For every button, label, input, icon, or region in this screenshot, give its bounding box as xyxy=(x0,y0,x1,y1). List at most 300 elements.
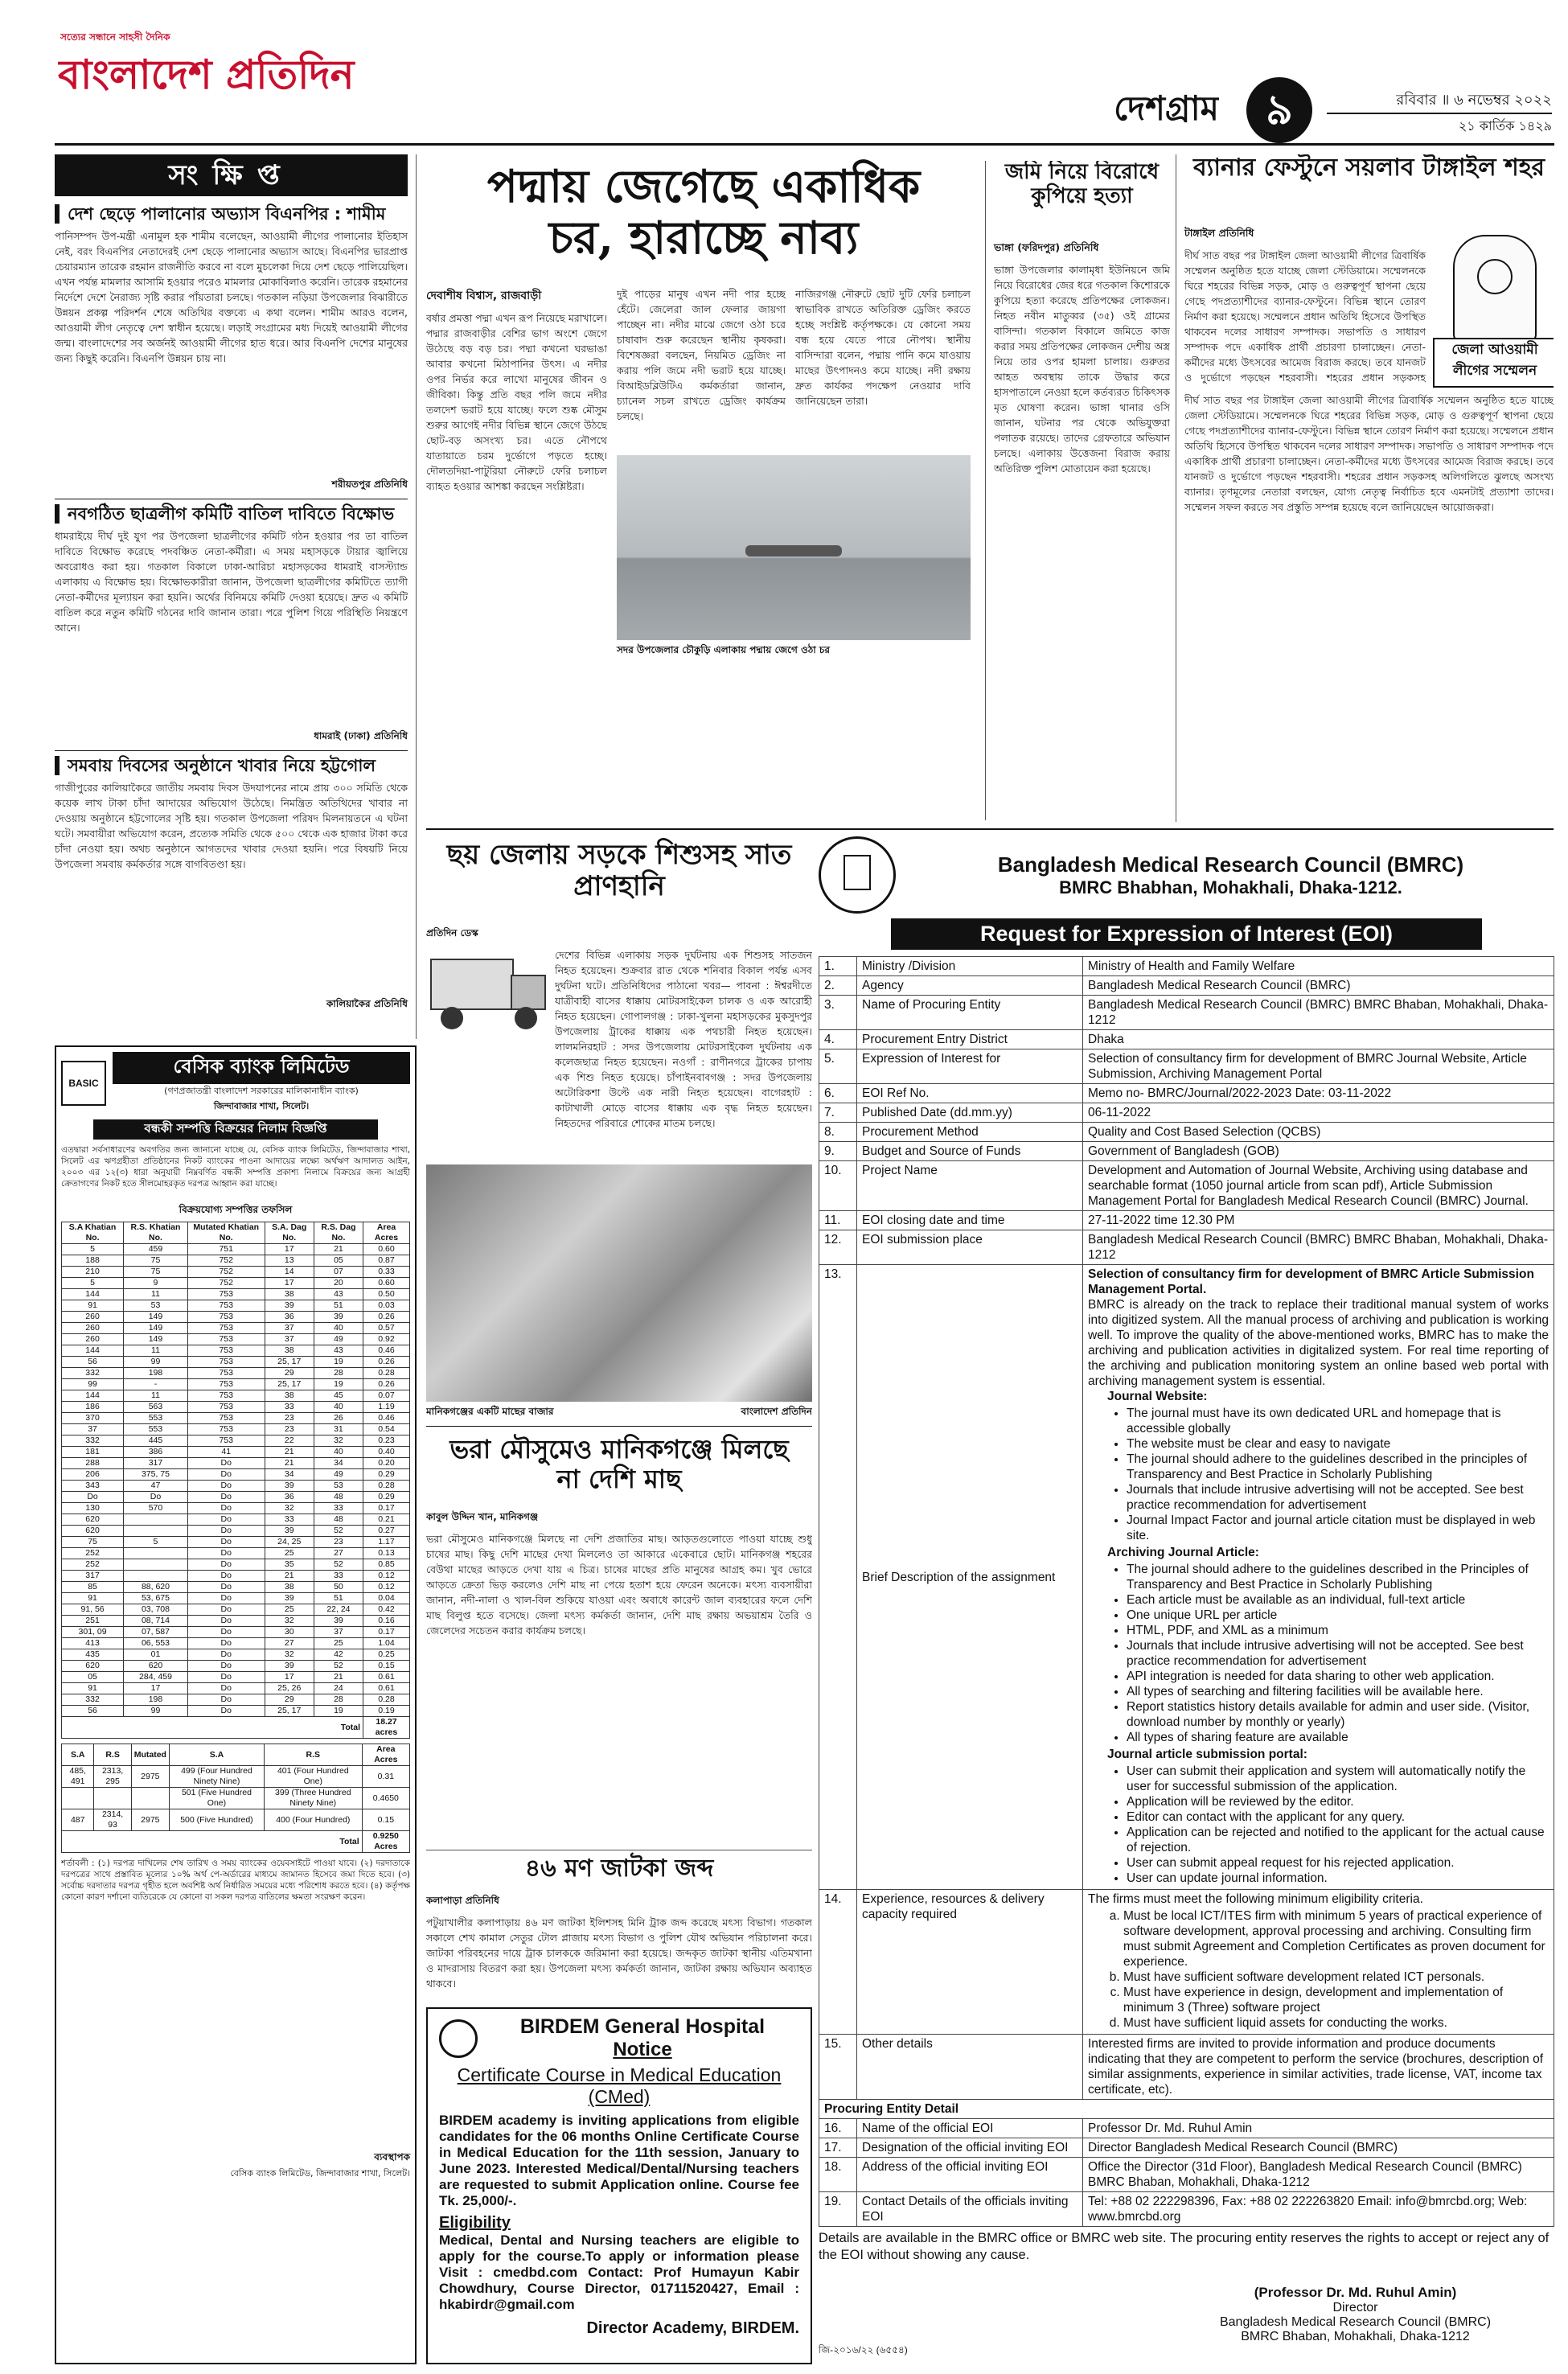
table-cell: 5 xyxy=(62,1278,124,1289)
lead-photo-caption: সদর উপজেলার চৌকুড়ি এলাকায় পদ্মায় জেগে ওঠা চর xyxy=(617,644,830,655)
list-item: • Report statistics history details available for admin and user side. (Visitor, download number by monthly or yearly) xyxy=(1127,1699,1549,1730)
birdem-title: BIRDEM General Hospital xyxy=(519,2015,766,2038)
eoi-row-value: Ministry of Health and Family Welfare xyxy=(1083,957,1554,976)
table-cell xyxy=(124,1514,188,1526)
table-cell: 38 xyxy=(265,1390,314,1402)
table-cell: 0.15 xyxy=(363,1661,410,1672)
table-cell: - xyxy=(124,1379,188,1390)
table-row xyxy=(62,1278,410,1289)
basic-bank-signature-branch: বেসিক ব্যাংক লিমিটেড, জিন্দাবাজার শাখা, সিলেট। xyxy=(230,2168,410,2179)
table-cell: Do xyxy=(187,1548,265,1559)
table-cell: 130 xyxy=(62,1503,124,1514)
table-cell: 0.46 xyxy=(363,1345,410,1357)
table-cell: 563 xyxy=(124,1402,188,1413)
brief-title: দেশ ছেড়ে পালানোর অভ্যাস বিএনপির : শামীম xyxy=(55,204,408,224)
table-cell: 33 xyxy=(265,1514,314,1526)
eoi-row xyxy=(819,1123,1554,1142)
table-cell: Do xyxy=(187,1706,265,1717)
table-cell: 07, 587 xyxy=(124,1627,188,1638)
eoi-row-value: Bangladesh Medical Research Council (BMRC) xyxy=(1083,976,1554,996)
table-cell: 198 xyxy=(124,1368,188,1379)
fish-byline: কাবুল উদ্দিন খান, মানিকগঞ্জ xyxy=(426,1511,539,1522)
basic-bank-signature: ব্যবস্থাপক xyxy=(374,2151,410,2162)
table-cell: 0.28 xyxy=(363,1368,410,1379)
masthead-tagline: সত্যের সন্ধানে সাহসী দৈনিক xyxy=(60,31,170,43)
table-cell: 332 xyxy=(62,1694,124,1706)
table-row xyxy=(62,1649,410,1661)
table-cell: 21 xyxy=(314,1244,363,1255)
table-cell: 0.4650 xyxy=(362,1788,409,1809)
table-cell xyxy=(124,1526,188,1537)
table-cell: 33 xyxy=(314,1571,363,1582)
eoi-row-number: 5. xyxy=(819,1049,857,1084)
table-cell: 413 xyxy=(62,1638,124,1649)
banner-headline[interactable]: ব্যানার ফেস্টুনে সয়লাব টাঙ্গাইল শহর xyxy=(1192,154,1545,182)
basic-bank-notice-title: বন্ধকী সম্পত্তি বিক্রয়ের নিলাম বিজ্ঞপ্তি xyxy=(93,1119,378,1140)
basic-bank-schedule-label: বিক্রয়যোগ্য সম্পত্তির তফসিল xyxy=(179,1204,293,1215)
table-cell: 91, 56 xyxy=(62,1604,124,1616)
table-cell: 198 xyxy=(124,1694,188,1706)
eoi-row-key: Project Name xyxy=(857,1161,1083,1211)
eoi-row-number: 2. xyxy=(819,976,857,996)
table-cell: 17 xyxy=(265,1244,314,1255)
eoi-row-key: Expression of Interest for xyxy=(857,1049,1083,1084)
eoi-row-number: 15. xyxy=(819,2035,857,2100)
fish-headline[interactable]: ভরা মৌসুমেও মানিকগঞ্জে মিলছে না দেশি মাছ xyxy=(449,1434,789,1494)
eoi-row-value: Bangladesh Medical Research Council (BMRC) BMRC Bhaban, Mohakhali, Dhaka-1212 xyxy=(1083,1230,1554,1265)
table-cell: Do xyxy=(187,1526,265,1537)
eoi-row-key: Designation of the official inviting EOI xyxy=(857,2138,1083,2158)
eoi-row xyxy=(819,1049,1554,1084)
table-cell: Do xyxy=(187,1627,265,1638)
fish-photo-caption: মানিকগঞ্জের একটি মাছের বাজার xyxy=(426,1406,554,1417)
table-cell: 06, 553 xyxy=(124,1638,188,1649)
table-row xyxy=(62,1526,410,1537)
table-cell: 39 xyxy=(265,1661,314,1672)
table-cell: Do xyxy=(187,1604,265,1616)
eoi-14-intro: The firms must meet the following minimum eligibility criteria. xyxy=(1088,1892,1423,1906)
table-cell: 27 xyxy=(314,1548,363,1559)
list-item: a. Must be local ICT/ITES firm with minimum 5 years of practical experience of software development, approval processing and archiving. Consulting firm must submit Agreement and Completion Certificates as proven document for experience. xyxy=(1123,1908,1549,1969)
table-cell: Do xyxy=(187,1458,265,1469)
table-cell: 34 xyxy=(314,1458,363,1469)
table-row xyxy=(62,1694,410,1706)
brief-credit: কালিয়াকৈর প্রতিনিধি xyxy=(326,998,408,1010)
list-item: • Journal Impact Factor and journal article citation must be displayed in web site. xyxy=(1127,1513,1549,1543)
fish-body: ভরা মৌসুমেও মানিকগঞ্জে মিলছে না দেশি প্রজাতির মাছ। আড়তগুলোতে পাওয়া যাচ্ছে শুধু চাষের মাছ। কিছু দেশি মাছের দেখা মিললেও তা আকারে একেবারে ছোট। মানিকগঞ্জ শহরের বেউথা মাছের আড়তে দেখা যায় এ চিত্র। চাষের মাছের প্রতি মানুষের আগ্রহ কম। খুব ভোরে আড়তে ক্রেতা ভিড় করলেও দেশি মাছ না পেয়ে হতাশ হয়ে ফেরেন অনেকে। মৎস্য ব্যবসায়ীরা জানান, নদী-নালা ও খাল-বিল শুকিয়ে যাওয়া এবং অবাধে কারেন্ট জাল ব্যবহারের ফলে দেশি মাছ বিলুপ্ত হতে বসেছে। জেলা মৎস্য কর্মকর্তা জানান, দেশি মাছ রক্ষায় অভয়াশ্রম তৈরি ও জেলেদের সচেতন করার কার্যক্রম চলছে। xyxy=(426,1533,812,1637)
eoi-row-number: 13. xyxy=(819,1265,857,1890)
table-row xyxy=(62,1402,410,1413)
list-item: • All types of sharing feature are available xyxy=(1127,1730,1549,1745)
table-cell: 03, 708 xyxy=(124,1604,188,1616)
brief-item xyxy=(55,204,408,494)
table-cell: 25 xyxy=(314,1638,363,1649)
table-cell: Do xyxy=(187,1559,265,1571)
table-cell: 11 xyxy=(124,1345,188,1357)
table-cell: 0.07 xyxy=(363,1390,410,1402)
bmrc-logo-icon xyxy=(819,836,896,914)
table-cell: 459 xyxy=(124,1244,188,1255)
eoi-row-value xyxy=(1083,1890,1554,2035)
bmrc-address: BMRC Bhabhan, Mohakhali, Dhaka-1212. xyxy=(1059,877,1402,897)
road-byline: প্রতিদিন ডেস্ক xyxy=(426,927,478,939)
eoi-row-value: Memo no- BMRC/Journal/2022-2023 Date: 03-11-2022 xyxy=(1083,1084,1554,1103)
table-row xyxy=(62,1300,410,1312)
table-cell: 0.19 xyxy=(363,1706,410,1717)
table-cell: 0.23 xyxy=(363,1435,410,1447)
table-cell: 0.42 xyxy=(363,1604,410,1616)
table-row xyxy=(62,1537,410,1548)
table-row xyxy=(62,1683,410,1694)
table-header-cell: S.A Khatian No. xyxy=(62,1222,124,1244)
table-cell: 620 xyxy=(62,1526,124,1537)
table-cell: 620 xyxy=(62,1661,124,1672)
table-cell: 0.13 xyxy=(363,1548,410,1559)
archiving-title: Archiving Journal Article: xyxy=(1107,1546,1259,1559)
table-row xyxy=(62,1435,410,1447)
table-cell: 0.28 xyxy=(363,1481,410,1492)
table-cell: 33 xyxy=(314,1503,363,1514)
table-cell xyxy=(124,1571,188,1582)
table-cell: 34 xyxy=(265,1469,314,1481)
table-cell: 19 xyxy=(314,1357,363,1368)
murder-headline[interactable]: জমি নিয়ে বিরোধে কুপিয়ে হত্যা xyxy=(1004,161,1160,208)
table-cell: 26 xyxy=(314,1413,363,1424)
table-cell: 487 xyxy=(62,1809,94,1831)
table-cell: 753 xyxy=(187,1345,265,1357)
table-header-cell: S.A xyxy=(169,1744,264,1766)
table-cell: 32 xyxy=(265,1503,314,1514)
table-cell: 149 xyxy=(124,1334,188,1345)
table-row xyxy=(62,1289,410,1300)
table-cell: 375, 75 xyxy=(124,1469,188,1481)
cartoon-label: জেলা আওয়ামী লীগের সম্মেলন xyxy=(1433,338,1554,388)
table-cell: 188 xyxy=(62,1255,124,1267)
table-cell: 149 xyxy=(124,1312,188,1323)
birdem-ad xyxy=(426,2007,812,2364)
table-cell: 2975 xyxy=(131,1809,169,1831)
lead-body-col3: নাজিরগঞ্জ নৌরুটে ছোট দুটি ফেরি চলাচল স্বাভাবিক রাখতে অতিরিক্ত ড্রেজিং করতে হচ্ছে সংশ্লিষ্ট কর্তৃপক্ষকে। যে কোনো সময় বন্ধ হয়ে যেতে পারে নৌপথ। স্থানীয় বাসিন্দারা বলেন, পদ্মায় পানি কমে যাওয়ায় মাছের উৎপাদনও কমে যাচ্ছে। নদী রক্ষায় দ্রুত কার্যকর পদক্ষেপ নেওয়ার দাবি জানিয়েছেন তারা। xyxy=(795,288,971,407)
list-item: • The journal should adhere to the guidelines described in the Principles of Transparency and Best Practice in Scholarly Publishing xyxy=(1127,1562,1549,1592)
table-row xyxy=(62,1706,410,1717)
eoi-row xyxy=(819,2138,1554,2158)
table-cell: 0.61 xyxy=(363,1672,410,1683)
bmrc-org: Bangladesh Medical Research Council (BMRC) xyxy=(997,852,1464,877)
table-cell: 210 xyxy=(62,1267,124,1278)
table-row xyxy=(62,1672,410,1683)
table-cell: 5 xyxy=(62,1244,124,1255)
eoi-signature-title: Director xyxy=(1332,2301,1378,2314)
table-header-cell: S.A. Dag No. xyxy=(265,1222,314,1244)
table-cell: 0.54 xyxy=(363,1424,410,1435)
table-cell: 144 xyxy=(62,1345,124,1357)
basic2-total-value: 0.9250 Acres xyxy=(362,1831,409,1853)
table-cell: Do xyxy=(187,1694,265,1706)
eoi-row-key: Ministry /Division xyxy=(857,957,1083,976)
table-cell: 17 xyxy=(124,1683,188,1694)
table-cell: 753 xyxy=(187,1379,265,1390)
table-cell: 85 xyxy=(62,1582,124,1593)
table-row xyxy=(62,1809,410,1831)
table-cell: 29 xyxy=(265,1694,314,1706)
table-cell: 19 xyxy=(314,1379,363,1390)
table-cell: 485, 491 xyxy=(62,1766,94,1788)
brief-item xyxy=(55,504,408,745)
table-cell: 37 xyxy=(314,1627,363,1638)
table-cell: 47 xyxy=(124,1481,188,1492)
eoi-row-value: Dhaka xyxy=(1083,1030,1554,1049)
table-cell: Do xyxy=(187,1571,265,1582)
table-cell: 49 xyxy=(314,1469,363,1481)
table-cell: 0.26 xyxy=(363,1312,410,1323)
eoi-ad-code: জি-২০১৬/২২ (৬৫৫৪) xyxy=(819,2344,908,2356)
table-cell: Do xyxy=(187,1582,265,1593)
eoi-row-key: Name of Procuring Entity xyxy=(857,996,1083,1030)
brief-item xyxy=(55,756,408,1013)
table-header-cell: Mutated Khatian No. xyxy=(187,1222,265,1244)
table-cell: 753 xyxy=(187,1312,265,1323)
submission-title: Journal article submission portal: xyxy=(1107,1748,1307,1761)
road-headline[interactable]: ছয় জেলায় সড়কে শিশুসহ সাত প্রাণহানি xyxy=(446,839,792,903)
list-item: d. Must have sufficient liquid assets for conducting the works. xyxy=(1123,2015,1549,2031)
table-row xyxy=(62,1345,410,1357)
table-cell: 753 xyxy=(187,1289,265,1300)
table-cell: 0.16 xyxy=(363,1616,410,1627)
table-header-cell: R.S xyxy=(264,1744,362,1766)
table-cell: 753 xyxy=(187,1402,265,1413)
eoi-row xyxy=(819,2119,1554,2138)
table-cell: 753 xyxy=(187,1413,265,1424)
table-cell: 0.26 xyxy=(363,1379,410,1390)
eoi-row-value: Tel: +88 02 222298396, Fax: +88 02 222263820 Email: info@bmrcbd.org; Web: www.bmrcbd.org xyxy=(1083,2192,1554,2227)
birdem-course: Certificate Course in Medical Education (CMed) xyxy=(457,2064,782,2107)
table-cell: 317 xyxy=(62,1571,124,1582)
list-item: • API integration is needed for data sharing to other web application. xyxy=(1127,1669,1549,1684)
eoi-row-number: 18. xyxy=(819,2158,857,2192)
table-cell: 370 xyxy=(62,1413,124,1424)
table-cell: 260 xyxy=(62,1323,124,1334)
list-item: c. Must have experience in design, development and implementation of minimum 3 (Three) software project xyxy=(1123,1985,1549,2015)
table-cell: 24 xyxy=(314,1683,363,1694)
eoi-row xyxy=(819,1030,1554,1049)
table-cell: 52 xyxy=(314,1526,363,1537)
cartoon-illustration[interactable] xyxy=(1433,227,1554,388)
table-cell: 33 xyxy=(265,1402,314,1413)
table-cell: Do xyxy=(187,1537,265,1548)
table-cell: 29 xyxy=(265,1368,314,1379)
table-cell: 0.57 xyxy=(363,1323,410,1334)
table-cell: Do xyxy=(187,1661,265,1672)
table-cell: Do xyxy=(187,1683,265,1694)
list-item: • The website must be clear and easy to navigate xyxy=(1127,1436,1549,1452)
eoi-row xyxy=(819,2158,1554,2192)
table-cell: 751 xyxy=(187,1244,265,1255)
table-row xyxy=(62,1323,410,1334)
table-cell: 42 xyxy=(314,1649,363,1661)
table-header-cell: Mutated xyxy=(131,1744,169,1766)
table-row xyxy=(62,1582,410,1593)
eoi-row-value: Quality and Cost Based Selection (QCBS) xyxy=(1083,1123,1554,1142)
table-cell: 30 xyxy=(265,1627,314,1638)
table-cell: 56 xyxy=(62,1357,124,1368)
table-cell: 38 xyxy=(265,1582,314,1593)
eoi-row-number: 12. xyxy=(819,1230,857,1265)
table-cell: 620 xyxy=(124,1661,188,1672)
brief-credit: ধামরাই (ঢাকা) প্রতিনিধি xyxy=(314,730,408,742)
table-row xyxy=(62,1571,410,1582)
table-cell: 0.92 xyxy=(363,1334,410,1345)
table-row xyxy=(62,1616,410,1627)
table-row xyxy=(62,1638,410,1649)
table-cell xyxy=(124,1559,188,1571)
banner-body-top: দীর্ঘ সাত বছর পর টাঙ্গাইল জেলা আওয়ামী লীগের ত্রিবার্ষিক সম্মেলন অনুষ্ঠিত হতে যাচ্ছে জেলা স্টেডিয়ামে। সম্মেলনকে ঘিরে শহরের বিভিন্ন সড়ক, মোড় ও গুরুত্বপূর্ণ স্থাপনা ছেয়ে গেছে পদপ্রত্যাশীদের ব্যানার-ফেস্টুনে। বিভিন্ন স্থানে তোরণ নির্মাণ করা হয়েছে। সম্মেলনে প্রধান অতিথি হিসেবে উপস্থিত থাকবেন দলের সাধারণ সম্পাদক। সভাপতি ও সাধারণ সম্পাদক পদে একাধিক প্রার্থী প্রচারণা চালাচ্ছেন। নেতা-কর্মীদের মধ্যে উৎসবের আমেজ বিরাজ করছে। তবে যানজট ও দুর্ভোগে পড়ছেন শহরবাসী। শহরের প্রধান সড়কসহ xyxy=(1184,249,1426,384)
eoi-row-number: 11. xyxy=(819,1211,857,1230)
table-cell: 0.33 xyxy=(363,1267,410,1278)
eoi-row-value xyxy=(1083,1265,1554,1890)
murder-byline: ভাঙ্গা (ফরিদপুর) প্রতিনিধি xyxy=(994,241,1099,253)
table-cell: 332 xyxy=(62,1368,124,1379)
table-cell: 38 xyxy=(265,1345,314,1357)
page-number: ৯ xyxy=(1266,86,1293,134)
eoi-table xyxy=(819,956,1554,2227)
eoi-row-number: 17. xyxy=(819,2138,857,2158)
table-cell: 753 xyxy=(187,1390,265,1402)
table-cell: 144 xyxy=(62,1390,124,1402)
eoi-row-key: Other details xyxy=(857,2035,1083,2100)
table-cell: 99 xyxy=(62,1379,124,1390)
list-item: • One unique URL per article xyxy=(1127,1608,1549,1623)
table-cell: 0.40 xyxy=(363,1447,410,1458)
table-cell: 0.25 xyxy=(363,1649,410,1661)
table-cell: 553 xyxy=(124,1413,188,1424)
lead-body-col2: দুই পাড়ের মানুষ এখন নদী পার হচ্ছে হেঁটে। জেলেরা জাল ফেলার জায়গা পাচ্ছেন না। নদীর মাঝে জেগে ওঠা চরে চাষাবাদ শুরু করেছেন স্থানীয় কৃষকরা। বিশেষজ্ঞরা বলছেন, নিয়মিত ড্রেজিং না করায় পলি জমে নদী ভরাট হয়ে যাচ্ছে। বিআইডব্লিউটিএ কর্মকর্তারা জানান, চ্যানেল সচল রাখতে ড্রেজিং কার্যক্রম চলছে। xyxy=(617,288,786,422)
jatka-headline[interactable]: ৪৬ মণ জাটকা জব্দ xyxy=(524,1854,714,1883)
table-cell: 51 xyxy=(314,1593,363,1604)
table-cell: 23 xyxy=(265,1413,314,1424)
list-item: • Editor can contact with the applicant for any query. xyxy=(1127,1809,1549,1825)
table-cell: 149 xyxy=(124,1323,188,1334)
masthead-logo[interactable]: বাংলাদেশ প্রতিদিন xyxy=(58,51,355,98)
sidebar-header: সংক্ষিপ্ত xyxy=(55,154,408,196)
table-cell: 753 xyxy=(187,1435,265,1447)
table-row xyxy=(62,1368,410,1379)
table-cell: 0.12 xyxy=(363,1571,410,1582)
brief-title: সমবায় দিবসের অনুষ্ঠানে খাবার নিয়ে হট্টগোল xyxy=(55,756,408,775)
table-cell: 206 xyxy=(62,1469,124,1481)
table-cell: 186 xyxy=(62,1402,124,1413)
table-cell: 0.46 xyxy=(363,1413,410,1424)
table-cell: 25, 17 xyxy=(265,1706,314,1717)
table-cell: 386 xyxy=(124,1447,188,1458)
table-row xyxy=(62,1503,410,1514)
eoi-row-number: 19. xyxy=(819,2192,857,2227)
table-cell: 39 xyxy=(314,1312,363,1323)
table-cell: Do xyxy=(187,1469,265,1481)
table-cell: 49 xyxy=(314,1334,363,1345)
table-cell: 52 xyxy=(314,1559,363,1571)
eoi-row-value: Bangladesh Medical Research Council (BMRC) BMRC Bhaban, Mohakhali, Dhaka-1212 xyxy=(1083,996,1554,1030)
table-cell: 753 xyxy=(187,1368,265,1379)
birdem-footer: Director Academy, BIRDEM. xyxy=(586,2319,799,2337)
table-cell: 752 xyxy=(187,1267,265,1278)
table-header-cell: S.A xyxy=(62,1744,94,1766)
table-cell: 0.20 xyxy=(363,1458,410,1469)
table-cell: 38 xyxy=(265,1289,314,1300)
list-item: • Each article must be available as an individual, full-text article xyxy=(1127,1592,1549,1608)
list-item: • User can submit appeal request for his rejected application. xyxy=(1127,1855,1549,1871)
table-cell: 0.60 xyxy=(363,1244,410,1255)
eoi-row xyxy=(819,1230,1554,1265)
table-cell xyxy=(94,1788,131,1809)
table-cell: 1.04 xyxy=(363,1638,410,1649)
table-cell: 553 xyxy=(124,1424,188,1435)
table-cell: 0.50 xyxy=(363,1289,410,1300)
list-item: • User can submit their application and system will automatically notify the user for successful submission of the application. xyxy=(1127,1764,1549,1794)
eoi-row-number: 8. xyxy=(819,1123,857,1142)
table-cell: 0.85 xyxy=(363,1559,410,1571)
table-cell: Do xyxy=(62,1492,124,1503)
table-cell: 88, 620 xyxy=(124,1582,188,1593)
table-cell: 317 xyxy=(124,1458,188,1469)
eoi-row xyxy=(819,1142,1554,1161)
table-cell: 0.29 xyxy=(363,1492,410,1503)
table-cell: 75 xyxy=(124,1255,188,1267)
basic-bank-subtitle: (গণপ্রজাতন্ত্রী বাংলাদেশ সরকারের মালিকানাধীন ব্যাংক) xyxy=(164,1086,359,1096)
table-cell: 22 xyxy=(265,1435,314,1447)
table-cell: 32 xyxy=(314,1435,363,1447)
table-row xyxy=(62,1593,410,1604)
table-cell: 53 xyxy=(314,1481,363,1492)
table-cell: 91 xyxy=(62,1683,124,1694)
table-cell: 251 xyxy=(62,1616,124,1627)
basic-total-label: Total xyxy=(62,1717,363,1739)
table-cell: 39 xyxy=(314,1616,363,1627)
eoi-row-key: EOI Ref No. xyxy=(857,1084,1083,1103)
padma-river-photo[interactable] xyxy=(617,455,971,640)
eoi-row-key: Name of the official EOI xyxy=(857,2119,1083,2138)
list-item: • The journal must have its own dedicated URL and homepage that is accessible globally xyxy=(1127,1406,1549,1436)
table-cell: Do xyxy=(187,1672,265,1683)
table-cell: 43 xyxy=(314,1289,363,1300)
eoi-row-key: Procurement Entry District xyxy=(857,1030,1083,1049)
table-cell: 9 xyxy=(124,1278,188,1289)
table-cell: 39 xyxy=(265,1481,314,1492)
eoi-row xyxy=(819,2192,1554,2227)
table-row xyxy=(62,1469,410,1481)
table-cell: 252 xyxy=(62,1548,124,1559)
basic2-total-label: Total xyxy=(62,1831,363,1853)
table-header-cell: R.S xyxy=(94,1744,131,1766)
table-cell: 620 xyxy=(62,1514,124,1526)
table-cell: 2314, 93 xyxy=(94,1809,131,1831)
table-cell: 0.31 xyxy=(362,1766,409,1788)
eoi-row-value: Government of Bangladesh (GOB) xyxy=(1083,1142,1554,1161)
table-row xyxy=(62,1766,410,1788)
jatka-story xyxy=(426,1850,812,2002)
table-cell: 75 xyxy=(62,1537,124,1548)
eoi-row xyxy=(819,1211,1554,1230)
table-cell: 51 xyxy=(314,1300,363,1312)
lead-headline[interactable]: পদ্মায় জেগেছে একাধিক চর, হারাচ্ছে নাব্য xyxy=(486,160,921,265)
birdem-eligibility-title: Eligibility xyxy=(439,2214,511,2232)
table-row xyxy=(62,1267,410,1278)
murder-body: ভাঙ্গা উপজেলার কালামৃধা ইউনিয়নে জমি নিয়ে বিরোধের জের ধরে গতকাল কিশোরকে কুপিয়ে হত্যা করেছে প্রতিপক্ষের লোকজন। নিহত নবীন মাতুব্বর (৩৫) ওই গ্রামের বাসিন্দা। গতকাল বিকালে জমিতে কাজ করার সময় প্রতিপক্ষের লোকজন দেশীয় অস্ত্র নিয়ে তার ওপর হামলা চালায়। গুরুতর আহত অবস্থায় তাকে উদ্ধার করে হাসপাতালে নেওয়া হলে কর্তব্যরত চিকিৎসক মৃত ঘোষণা করেন। ভাঙ্গা থানার ওসি জানান, ঘটনার পর থেকে অভিযুক্তরা পলাতক রয়েছে। তাদের গ্রেফতারে অভিযান চলছে। এলাকায় উত্তেজনা বিরাজ করায় অতিরিক্ত পুলিশ মোতায়েন করা হয়েছে। xyxy=(994,264,1170,474)
eoi-row-number: 6. xyxy=(819,1084,857,1103)
table-cell: 0.12 xyxy=(363,1582,410,1593)
table-cell xyxy=(124,1548,188,1559)
fish-market-photo[interactable] xyxy=(426,1164,812,1402)
road-body: দেশের বিভিন্ন এলাকায় সড়ক দুর্ঘটনায় এক শিশুসহ সাতজন নিহত হয়েছেন। শুক্রবার রাত থেকে শনিবার বিকাল পর্যন্ত এসব দুর্ঘটনা ঘটে। প্রতিনিধিদের পাঠানো খবর— পাবনা : ঈশ্বরদীতে যাত্রীবাহী বাসের ধাক্কায় মোটরসাইকেল চালক ও এক আরোহী নিহত হয়েছেন। গোপালগঞ্জ : ঢাকা-খুলনা মহাসড়কের মুকসুদপুর উপজেলায় ট্রাকের ধাক্কায় এক পথচারী নিহত হয়েছেন। লালমনিরহাট : সদর উপজেলায় মোটরসাইকেল দুর্ঘটনায় এক কলেজছাত্র নিহত হয়েছেন। নওগাঁ : রাণীনগরে ট্রাকের চাপায় এক শিশু নিহত হয়েছে। চাঁপাইনবাবগঞ্জ : সদর উপজেলায় অটোরিকশা উল্টে এক নারী নিহত হয়েছেন। বাগেরহাট : কাটাখালী মোড়ে বাসের ধাক্কায় এক বৃদ্ধ নিহত হয়েছেন। নিহতদের পরিবারে শোকের মাতম চলছে। xyxy=(555,949,812,1129)
